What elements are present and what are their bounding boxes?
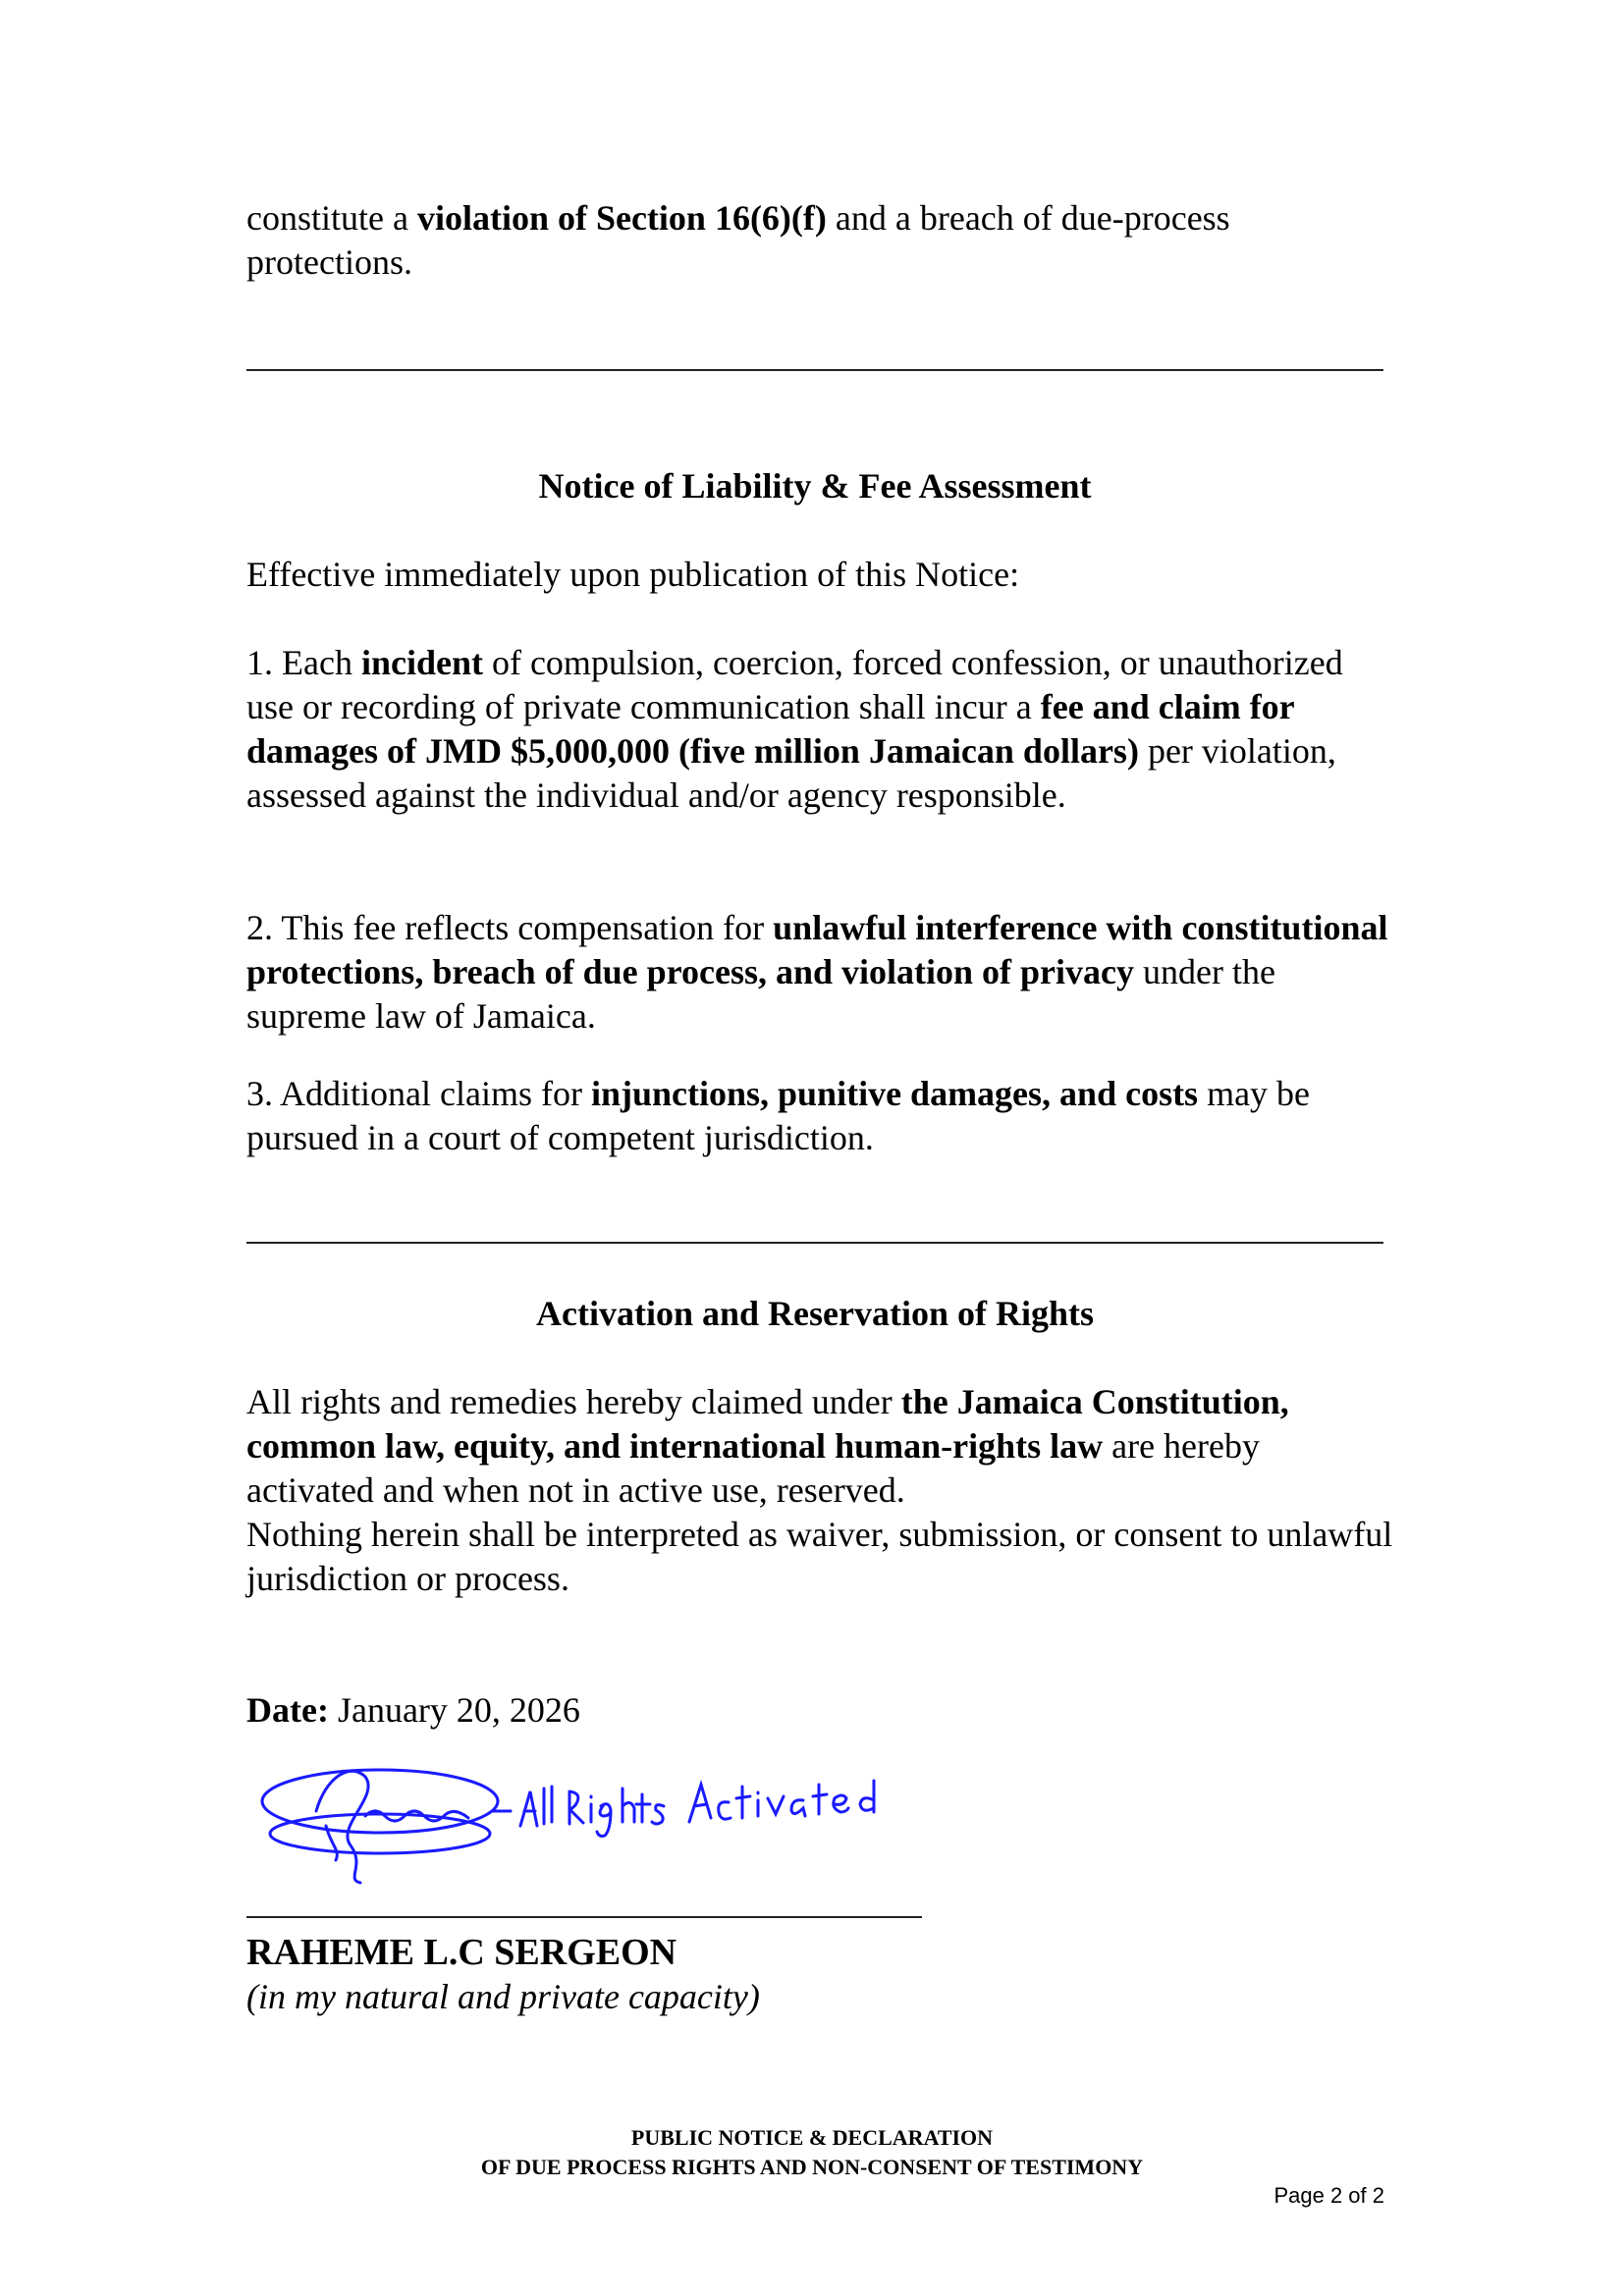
date-value: January 20, 2026 — [328, 1690, 580, 1730]
section-heading-liability: Notice of Liability & Fee Assessment — [538, 466, 1092, 506]
intro-line2: protections. — [246, 242, 412, 282]
footer-title-line1: PUBLIC NOTICE & DECLARATION — [630, 2125, 994, 2150]
footer-title-line2: OF DUE PROCESS RIGHTS AND NON-CONSENT OF TESTIMONY — [480, 2155, 1144, 2179]
rights-paragraph: All rights and remedies hereby claimed under the Jamaica Constitution, common law, equity, and international human-rights law are hereby activated and when not in active use, reserved. Nothing herein shall be interpreted as waiver, submission, or consent to unlawful jurisdiction or process. — [246, 1380, 1395, 1601]
signatory-capacity: (in my natural and private capacity) — [246, 1977, 760, 2016]
intro-bold-text: violation of Section 16(6)(f) — [416, 198, 827, 238]
signatory-block — [246, 1930, 1395, 2019]
intro-text-end: and a breach of due-process — [826, 198, 1230, 238]
section-liability-lead — [246, 553, 1395, 597]
list-item-3: 3. Additional claims for injunctions, punitive damages, and costs may be pursued in a court of competent jurisdiction. — [246, 1074, 1311, 1157]
intro-text: constitute a — [246, 198, 417, 238]
intro-paragraph — [246, 196, 1395, 285]
section-divider — [246, 369, 1383, 371]
date-label: Date: — [246, 1690, 329, 1730]
date-line — [246, 1688, 1395, 1733]
signature-line — [246, 1916, 922, 1918]
list-item-1: 1. Each incident of compulsion, coercion, forced confession, or unauthorized use or recording of private communication shall incur a fee and claim for damages of JMD $5,000,000 (five million Jamaican dollars) per violation, assessed against the individual and/or agency responsible. — [246, 643, 1343, 815]
list-item-2: 2. This fee reflects compensation for unlawful interference with constitutional protections, breach of due process, and violation of privacy under the supreme law of Jamaica. — [246, 908, 1388, 1036]
section-divider — [246, 1242, 1383, 1244]
lead-text: Effective immediately upon publication of this Notice: — [246, 555, 1020, 594]
handwritten-signature — [257, 1757, 945, 1885]
signatory-name: RAHEME L.C SERGEON — [246, 1932, 677, 1973]
non-waiver-text: Nothing herein shall be interpreted as waiver, submission, or consent to unlawful jurisdiction or process. — [246, 1515, 1393, 1598]
section-heading-rights: Activation and Reservation of Rights — [536, 1294, 1094, 1333]
page-number: Page 2 of 2 — [1273, 2183, 1384, 2208]
